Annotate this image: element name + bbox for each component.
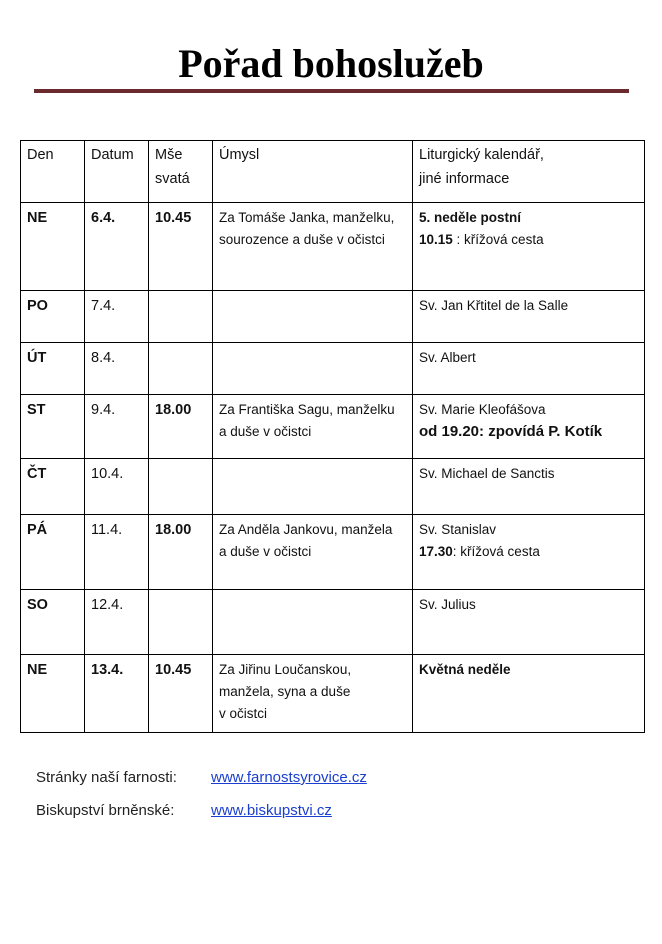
- cell-liturgical: Sv. Julius: [413, 590, 645, 655]
- cell-time: [149, 343, 213, 395]
- parish-label: Stránky naší farnosti:: [36, 769, 177, 786]
- cell-intent: [213, 291, 413, 343]
- cell-day: SO: [21, 590, 85, 655]
- cell-intent: Za Anděla Jankovu, manžela a duše v očistci: [213, 515, 413, 590]
- diocese-link[interactable]: www.biskupstvi.cz: [211, 802, 332, 819]
- cell-time: 10.45: [149, 655, 213, 733]
- cell-day: PO: [21, 291, 85, 343]
- cell-day: NE: [21, 203, 85, 291]
- cell-liturgical: Květná neděle: [413, 655, 645, 733]
- cell-time: [149, 459, 213, 515]
- cell-date: 12.4.: [85, 590, 149, 655]
- cell-time: 18.00: [149, 515, 213, 590]
- cell-day: ST: [21, 395, 85, 459]
- cell-date: 10.4.: [85, 459, 149, 515]
- cell-time: [149, 291, 213, 343]
- cell-intent: Za Františka Sagu, manželku a duše v očistci: [213, 395, 413, 459]
- cell-intent: [213, 590, 413, 655]
- table-row: [21, 395, 645, 459]
- cell-liturgical: Sv. Albert: [413, 343, 645, 395]
- footer-parish: [36, 768, 367, 788]
- cell-liturgical: Sv. Stanislav 17.30: křížová cesta: [413, 515, 645, 590]
- parish-link[interactable]: www.farnostsyrovice.cz: [211, 769, 367, 786]
- cell-liturgical: 5. neděle postní 10.15 : křížová cesta: [413, 203, 645, 291]
- cell-date: 7.4.: [85, 291, 149, 343]
- cell-intent: Za Tomáše Janka, manželku, sourozence a duše v očistci: [213, 203, 413, 291]
- header-liturgicky: Liturgický kalendář, jiné informace: [413, 141, 645, 203]
- footer-diocese: [36, 801, 332, 821]
- header-umysl: Úmysl: [213, 141, 413, 203]
- table-row: [21, 343, 645, 395]
- cell-day: ČT: [21, 459, 85, 515]
- cell-intent: [213, 343, 413, 395]
- cell-date: 9.4.: [85, 395, 149, 459]
- title-underline: [34, 89, 629, 93]
- cell-date: 6.4.: [85, 203, 149, 291]
- header-den: Den: [21, 141, 85, 203]
- table-row: [21, 590, 645, 655]
- page-title: Pořad bohoslužeb: [178, 41, 484, 86]
- cell-time: [149, 590, 213, 655]
- table-row: [21, 291, 645, 343]
- table-row: [21, 655, 645, 733]
- table-row: [21, 515, 645, 590]
- cell-date: 8.4.: [85, 343, 149, 395]
- header-mse: Mše svatá: [149, 141, 213, 203]
- diocese-label: Biskupství brněnské:: [36, 802, 175, 819]
- cell-liturgical: Sv. Marie Kleofášova od 19.20: zpovídá P. Kotík: [413, 395, 645, 459]
- cell-intent: Za Jiřinu Loučanskou, manžela, syna a duše v očistci: [213, 655, 413, 733]
- cell-liturgical: Sv. Michael de Sanctis: [413, 459, 645, 515]
- table-row: [21, 203, 645, 291]
- header-row: [21, 141, 645, 203]
- cell-date: 13.4.: [85, 655, 149, 733]
- cell-day: ÚT: [21, 343, 85, 395]
- cell-day: PÁ: [21, 515, 85, 590]
- header-datum: Datum: [85, 141, 149, 203]
- cell-day: NE: [21, 655, 85, 733]
- table-row: [21, 459, 645, 515]
- schedule-table: [20, 140, 645, 733]
- cell-time: 10.45: [149, 203, 213, 291]
- cell-date: 11.4.: [85, 515, 149, 590]
- cell-time: 18.00: [149, 395, 213, 459]
- cell-intent: [213, 459, 413, 515]
- cell-liturgical: Sv. Jan Křtitel de la Salle: [413, 291, 645, 343]
